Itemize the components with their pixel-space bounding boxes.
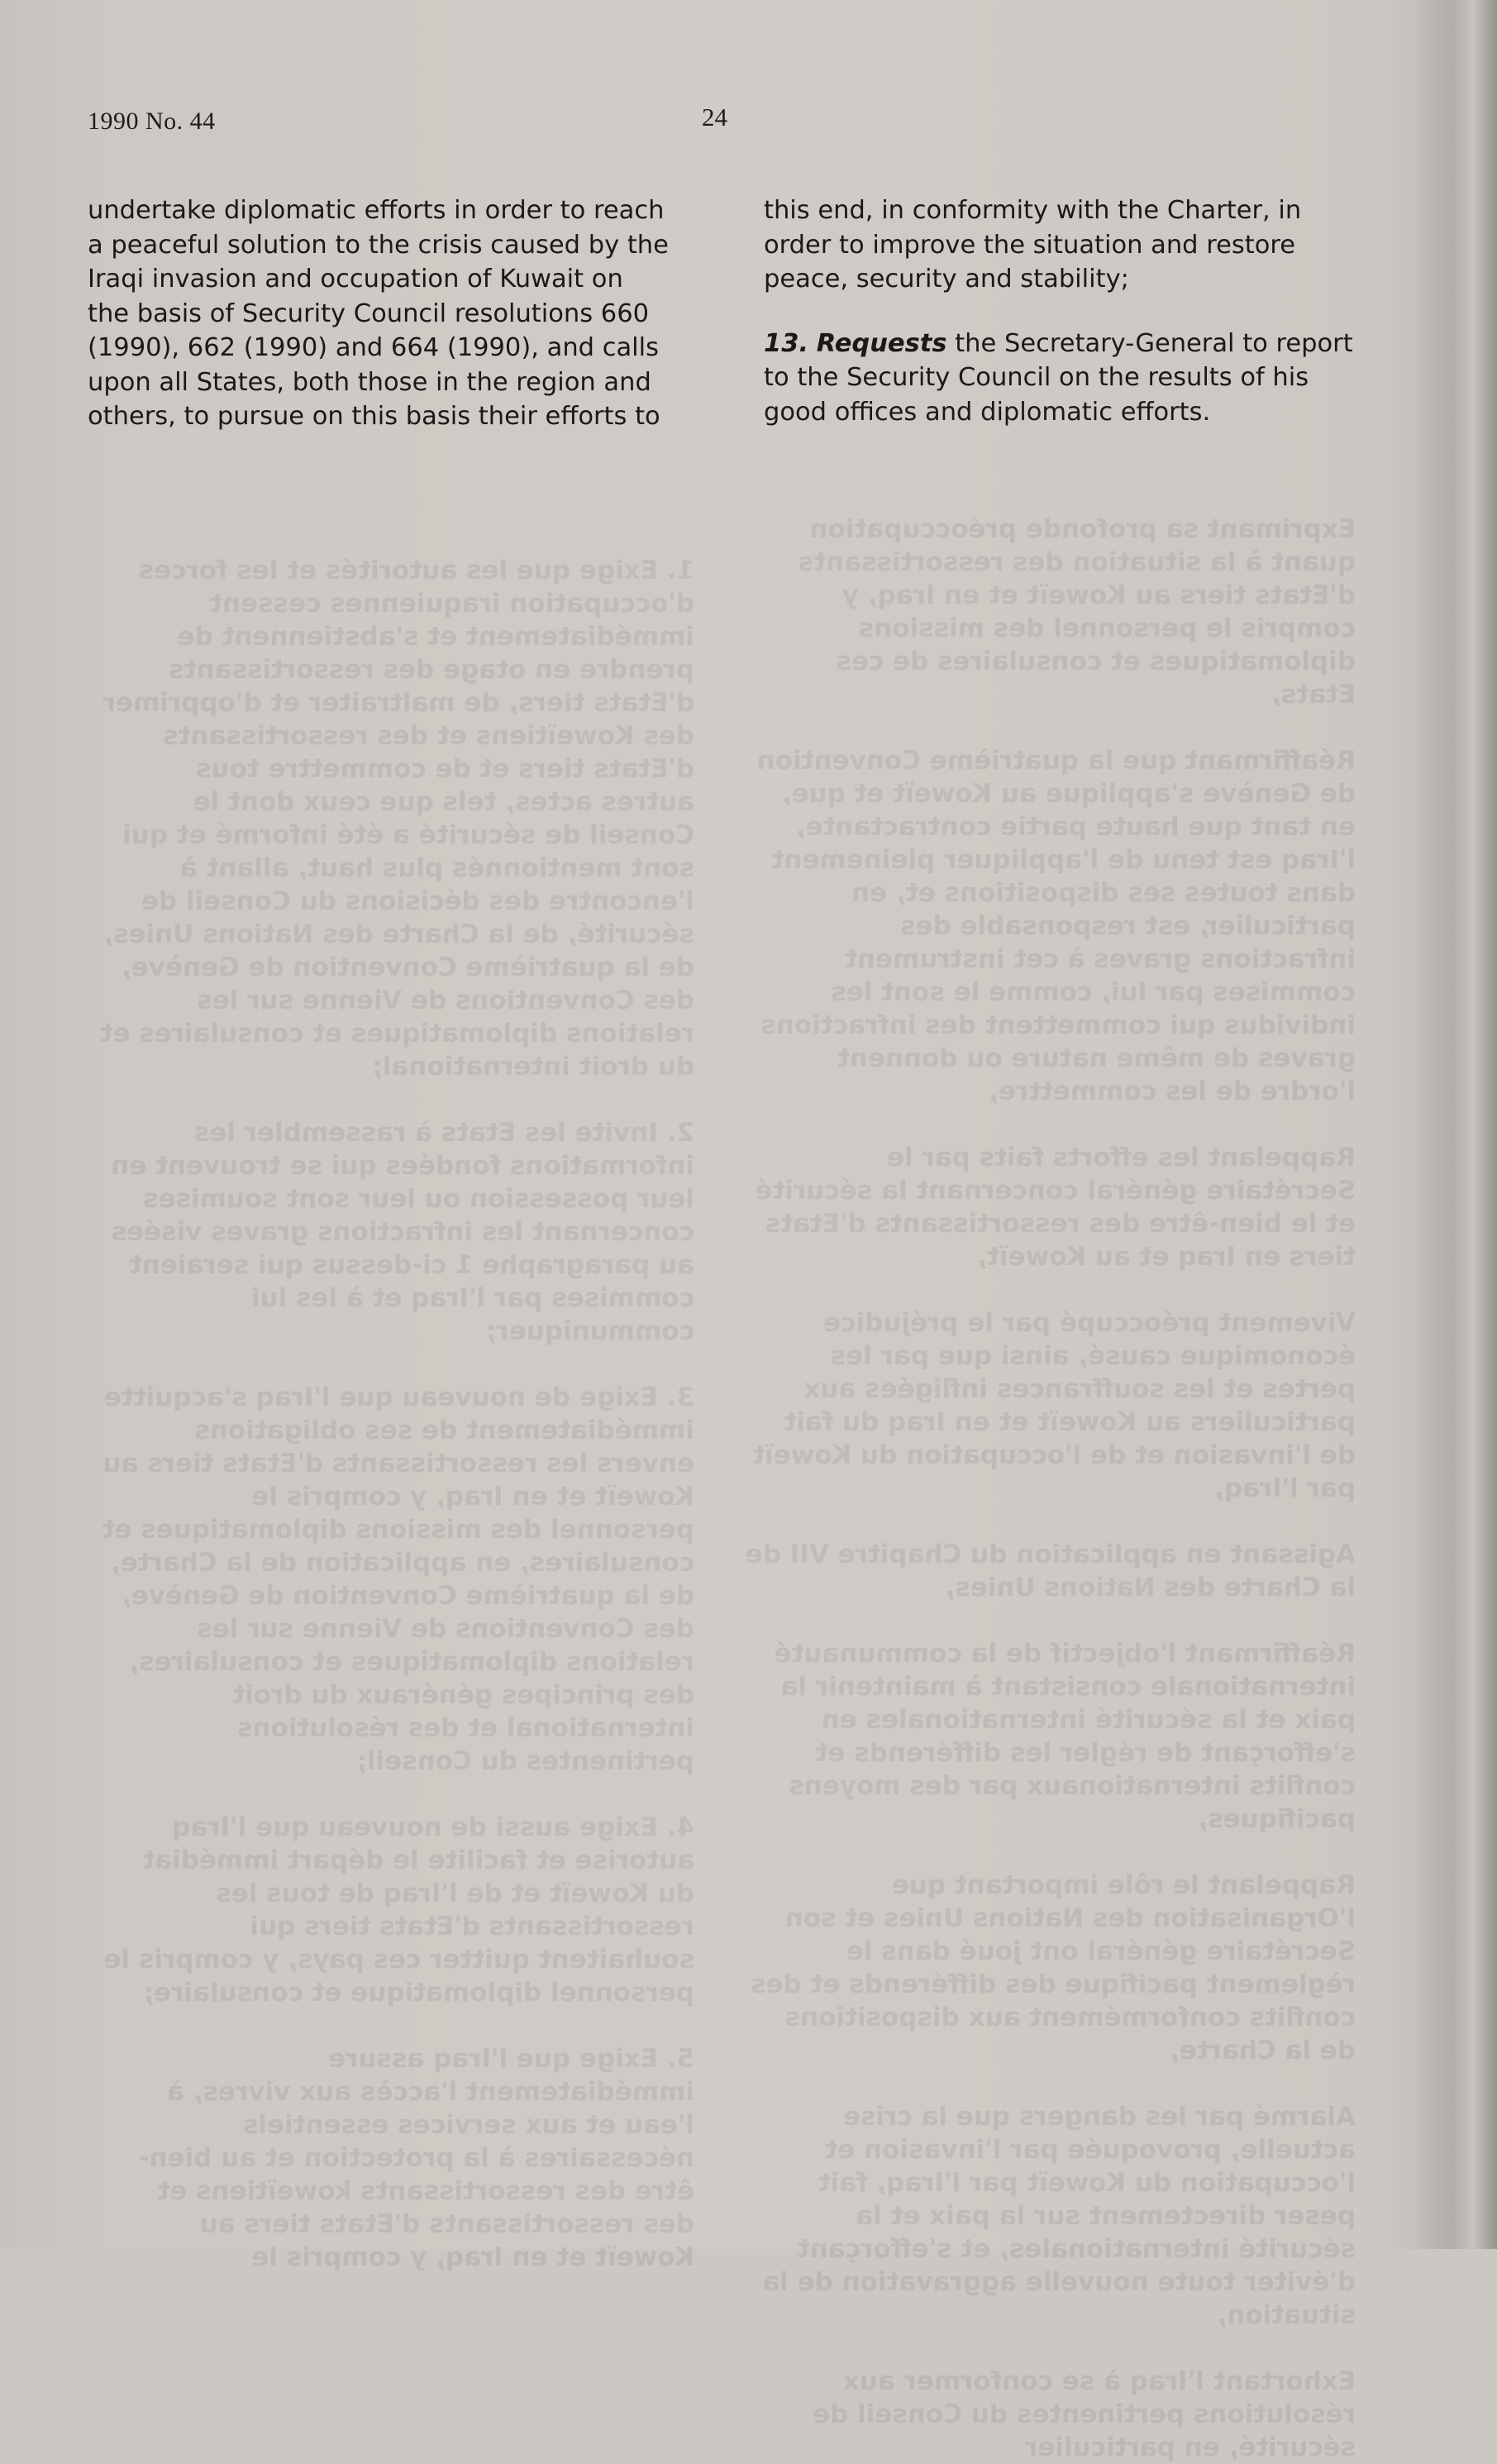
text-line: Iraqi invasion and occupation of Kuwait on	[88, 265, 623, 294]
text-line: (1990), 662 (1990) and 664 (1990), and calls	[88, 333, 660, 362]
right-column	[764, 193, 1359, 429]
paragraph-spacer	[764, 297, 1359, 327]
paragraph-text: the Secretary-General to report	[946, 328, 1353, 358]
text-line: peace, security and stability;	[764, 265, 1129, 294]
text-line: upon all States, both those in the region and	[88, 367, 651, 397]
text-line: order to improve the situation and restore	[764, 230, 1295, 260]
text-line: a peaceful solution to the crisis caused by the	[88, 230, 669, 260]
paragraph-13-first-line	[764, 327, 1359, 361]
text-line: good offices and diplomatic efforts.	[764, 397, 1211, 427]
text-line: the basis of Security Council resolutions 660	[88, 298, 650, 328]
paragraph-number: 13.	[764, 328, 809, 358]
show-through-text-left: 1. Exige que les autorités et les forces d'occupation iraquiennes cessent immédiatement et s'abstiennent de prendre en otage des ressortissants d'Etats tiers, de maltraiter et d'opprimer des Koweïtiens et des ressortissants d'Etats tiers et de commettre tous autres actes, tels que ceux dont le Conseil de sécurité a été informé et qui sont mentionnés plus haut, allant à l'encontre des décisions du Conseil de sécurité, de la Charte des Nations Unies, de la quatrième Convention de Genève, des Conventions de Vienne sur les relations diplomatiques et consulaires et du droit international; 2. Invite les Etats à rassembler les informations fondées qui se trouvent en leur possession ou leur sont soumises concernant les infractions graves visées au paragraphe 1 ci-dessus qui seraient commises par l'Iraq et à les lui communiquer; 3. Exige de nouveau que l'Iraq s'acquitte immédiatement de ses obligations envers les ressortissants d'Etats tiers au Koweït et en Iraq, y compris le personnel des missions diplomatiques et consulaires, en application de la Charte, de la quatrième Convention de Genève, des Conventions de Vienne sur les relations diplomatiques et consulaires, des principes généraux du droit international et des résolutions pertinentes du Conseil; 4. Exige aussi de nouveau que l'Iraq autorise et facilite le départ immédiat du Koweït et de l'Iraq de tous les ressortissants d'Etats tiers qui souhaitent quitter ces pays, y compris le personnel diplomatique et consulaire; 5. Exige que l'Iraq assure immédiatement l'accès aux vivres, à l'eau et aux services essentiels nécessaires à la protection et au bien-être des ressortissants koweïtiens et des ressortissants d'Etats tiers au Koweït et en Iraq, y compris le	[100, 556, 694, 2272]
binding-gutter	[1415, 0, 1497, 2249]
text-line: this end, in conformity with the Charter, in	[764, 196, 1302, 225]
text-line: others, to pursue on this basis their efforts to	[88, 402, 660, 431]
operative-verb: Requests	[816, 328, 947, 358]
show-through-text-right: Exprimant sa profonde préoccupation quant à la situation des ressortissants d'Etats tiers au Koweït et en Iraq, y compris le personnel des missions diplomatiques et consulaires de ces Etats, Réaffirmant que la quatrième Convention de Genève s'applique au Koweït et que, en tant que haute partie contractante, l'Iraq est tenu de l'appliquer pleinement dans toutes ses dispositions et, en particulier, est responsable des infractions graves à cet instrument commises par lui, comme le sont les individus qui commettent des infractions graves de même nature ou donnent l'ordre de les commettre, Rappelant les efforts faits par le Secrétaire général concernant la sécurité et le bien-être des ressortissants d'Etats tiers en Iraq et au Koweït, Vivement préoccupé par le préjudice économique causé, ainsi que par les pertes et les souffrances infligées aux particuliers au Koweït et en Iraq du fait de l'invasion et de l'occupation du Koweït par l'Iraq, Agissant en application du Chapitre VII de la Charte des Nations Unies, Réaffirmant l'objectif de la communauté internationale consistant à maintenir la paix et la sécurité internationales en s'efforçant de régler les différends et conflits internationaux par des moyens pacifiques, Rappelant le rôle important que l'Organisation des Nations Unies et son Secrétaire général ont joué dans le règlement pacifique des différends et des conflits conformément aux dispositions de la Charte, Alarmé par les dangers que la crise actuelle, provoquée par l'invasion et l'occupation du Koweït par l'Iraq, fait peser directement sur la paix et la sécurité internationales, et s'efforçant d'éviter toute nouvelle aggravation de la situation, Exhortant l'Iraq à se conformer aux résolutions pertinentes du Conseil de sécurité, en particulier	[745, 514, 1356, 2462]
running-header: 1990 No. 44	[88, 107, 216, 135]
text-line: undertake diplomatic efforts in order to reach	[88, 196, 665, 225]
text-line: to the Security Council on the results of his	[764, 363, 1309, 392]
page-number: 24	[702, 103, 727, 131]
left-column	[88, 193, 699, 434]
